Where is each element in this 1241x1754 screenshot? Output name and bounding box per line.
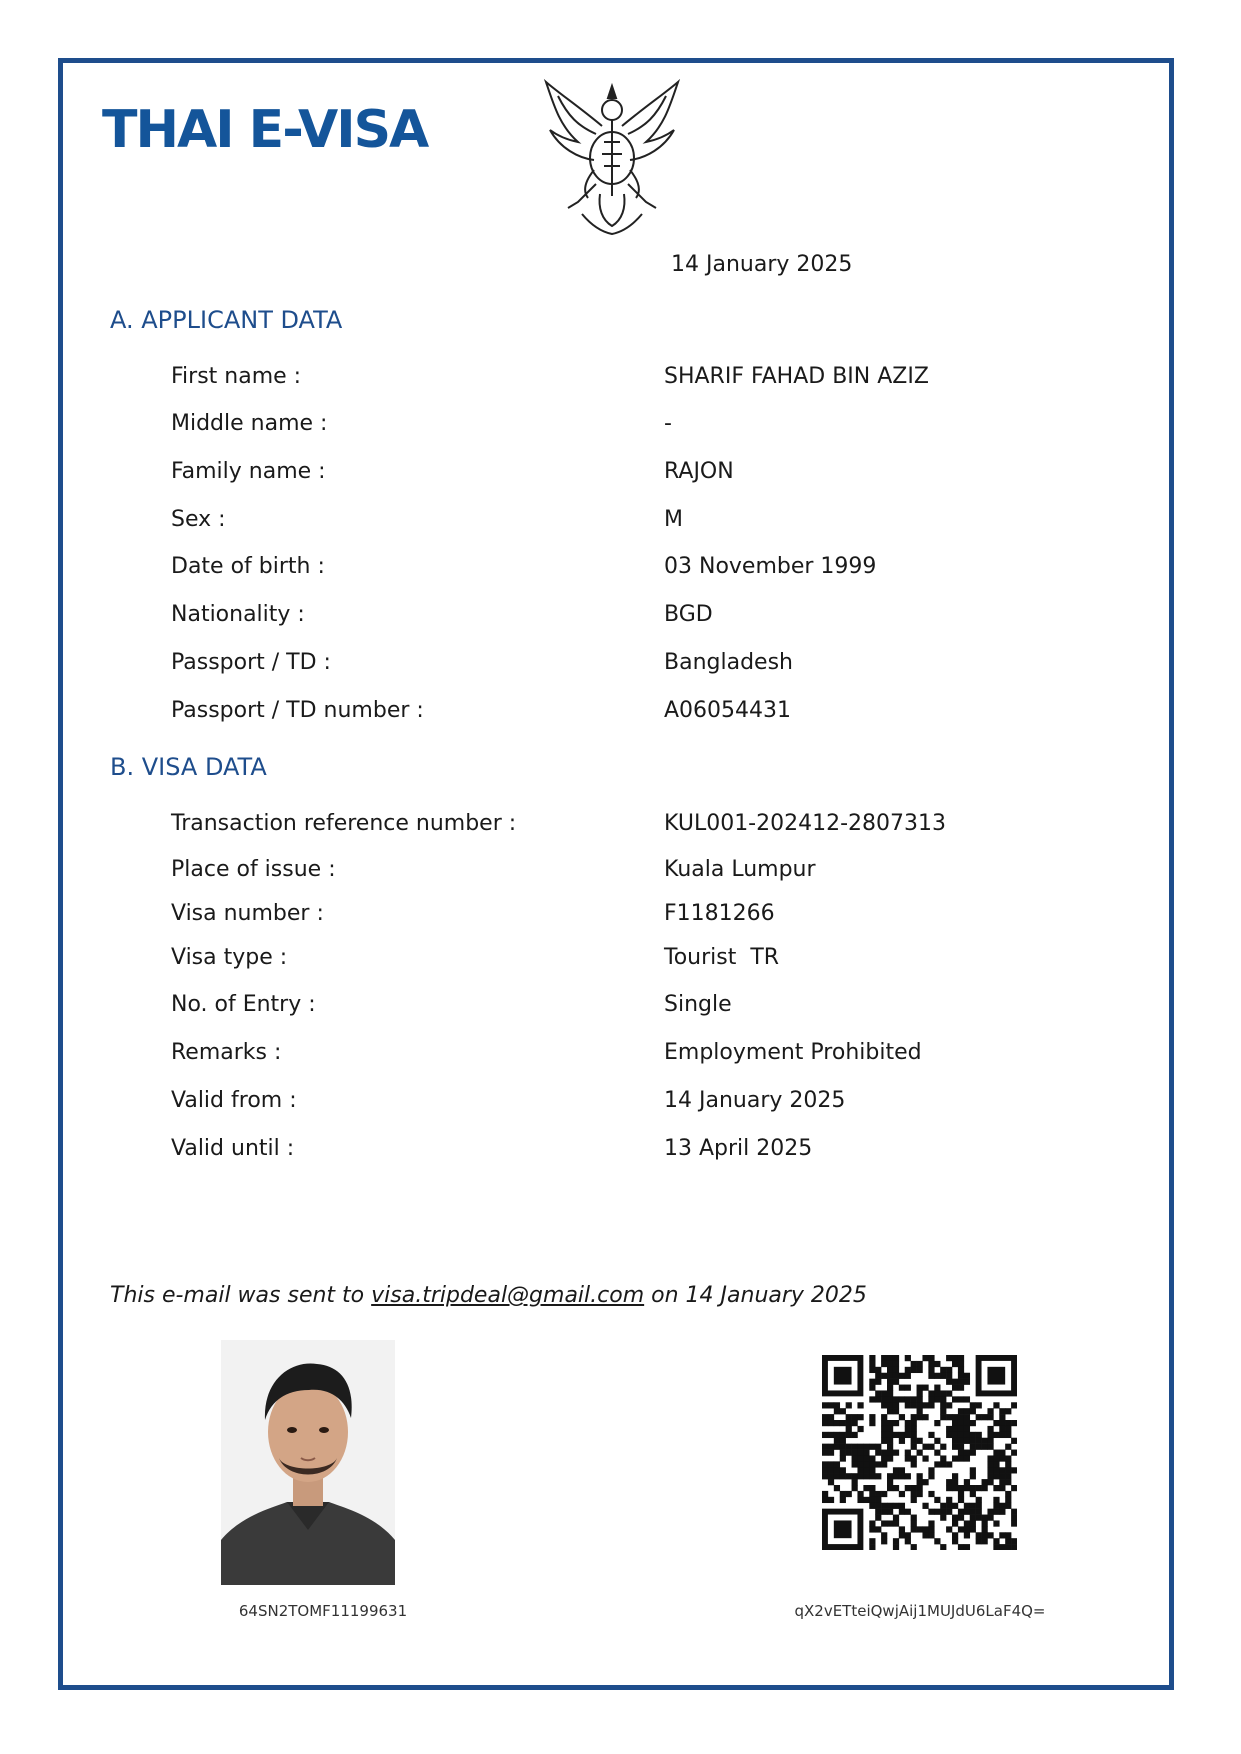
section-title-applicant-data: A. APPLICANT DATA xyxy=(110,306,343,334)
field-value: 03 November 1999 xyxy=(664,554,877,579)
thai-evisa-logo: THAI E-VISA xyxy=(102,100,428,160)
field-label: Remarks : xyxy=(171,1040,282,1065)
issue-date: 14 January 2025 xyxy=(671,252,853,277)
field-value: Employment Prohibited xyxy=(664,1040,922,1065)
qr-code-icon xyxy=(822,1355,1017,1550)
field-value: BGD xyxy=(664,602,713,627)
field-value: Tourist TR xyxy=(664,945,780,970)
section-title-visa-data: B. VISA DATA xyxy=(110,753,267,781)
field-value: M xyxy=(664,507,683,532)
field-label: Visa type : xyxy=(171,945,288,970)
garuda-emblem-icon xyxy=(538,76,686,238)
field-label: Transaction reference number : xyxy=(171,811,517,836)
field-value: Bangladesh xyxy=(664,650,793,675)
email-notice xyxy=(110,1283,867,1308)
email-suffix: on 14 January 2025 xyxy=(651,1283,867,1308)
field-value: Kuala Lumpur xyxy=(664,857,816,882)
field-value: F1181266 xyxy=(664,901,775,926)
field-value: 14 January 2025 xyxy=(664,1088,846,1113)
field-label: Middle name : xyxy=(171,411,328,436)
field-value: A06054431 xyxy=(664,698,792,723)
field-label: First name : xyxy=(171,364,302,389)
field-label: Nationality : xyxy=(171,602,305,627)
field-label: Valid until : xyxy=(171,1136,295,1161)
field-label: Family name : xyxy=(171,459,326,484)
field-label: Passport / TD number : xyxy=(171,698,424,723)
email-link[interactable]: visa.tripdeal@gmail.com xyxy=(371,1283,645,1308)
email-prefix: This e-mail was sent to xyxy=(110,1283,365,1308)
field-label: Visa number : xyxy=(171,901,324,926)
field-label: Sex : xyxy=(171,507,226,532)
applicant-photo xyxy=(221,1340,395,1585)
field-label: Valid from : xyxy=(171,1088,297,1113)
field-value: KUL001-202412-2807313 xyxy=(664,811,947,836)
field-value: SHARIF FAHAD BIN AZIZ xyxy=(664,364,929,389)
field-label: No. of Entry : xyxy=(171,992,316,1017)
field-value: - xyxy=(664,411,672,436)
qr-caption: qX2vETteiQwjAij1MUJdU6LaF4Q= xyxy=(794,1602,1046,1620)
field-value: Single xyxy=(664,992,732,1017)
field-label: Date of birth : xyxy=(171,554,325,579)
field-label: Passport / TD : xyxy=(171,650,331,675)
field-value: 13 April 2025 xyxy=(664,1136,813,1161)
field-label: Place of issue : xyxy=(171,857,336,882)
photo-caption: 64SN2TOMF11199631 xyxy=(238,1602,408,1620)
field-value: RAJON xyxy=(664,459,734,484)
